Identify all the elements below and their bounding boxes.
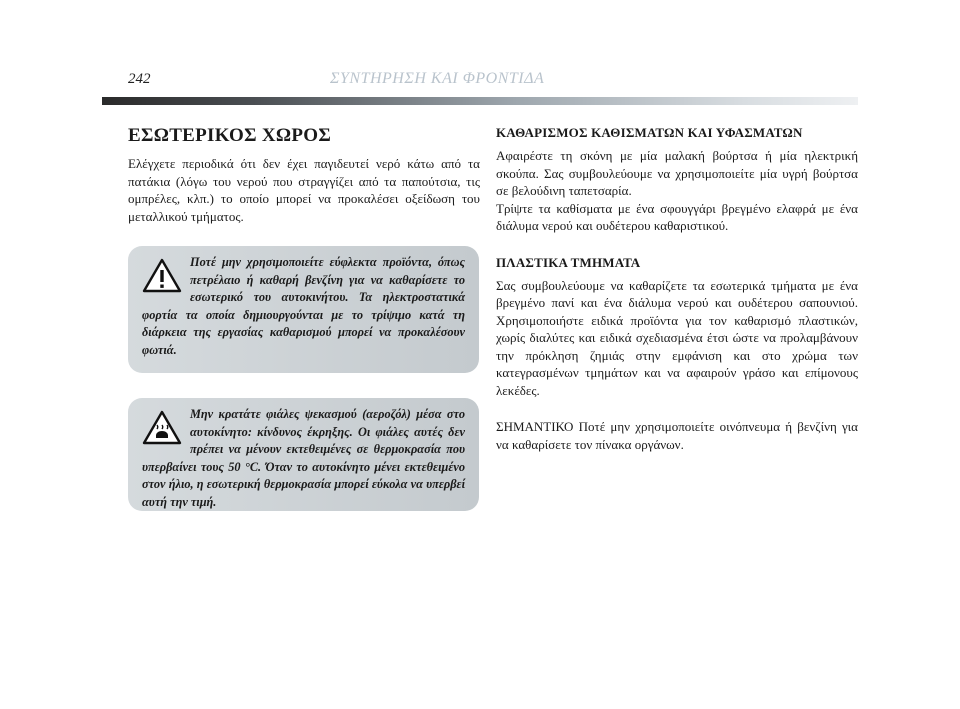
warning-box-aerosol	[128, 398, 479, 511]
header-bar	[102, 97, 858, 105]
warning-text-flammable: Ποτέ μην χρησιμοποιείτε εύφλεκτα προϊόντα, όπως πετρέλαιο ή καθαρή βενζίνη για να καθαρίσετε το εσωτερικό του αυτοκινήτου. Τα ηλεκτροστατικά φορτία τα οποία δημιουργούνται με το τρίψιμο κατά τη διάρκεια της εργασίας καθαρισμού μπορεί να προκαλέσουν φωτιά.	[142, 255, 465, 357]
running-header: ΣΥΝΤΗΡΗΣΗ ΚΑΙ ΦΡΟΝΤΙΔΑ	[330, 70, 545, 87]
seats-paragraph-1: Αφαιρέστε τη σκόνη με μία μαλακή βούρτσα ή μία ηλεκτρική σκούπα. Σας συμβουλεύουμε να χρησιμοποιείτε μία υγρή βούρτσα σε βελούδινη ταπετσαρία.	[496, 148, 858, 198]
section-title-seats: ΚΑΘΑΡΙΣΜΟΣ ΚΑΘΙΣΜΑΤΩΝ ΚΑΙ ΥΦΑΣΜΑΤΩΝ	[496, 125, 803, 140]
seats-paragraph-2: Τρίψτε τα καθίσματα με ένα σφουγγάρι βρεγμένο ελαφρά με ένα διάλυμα νερού και ουδέτερου καθαριστικού.	[496, 200, 858, 233]
warning-box-flammable	[128, 246, 479, 373]
right-column	[496, 125, 858, 453]
warning-triangle-icon	[142, 258, 182, 294]
section-title-interior: ΕΣΩΤΕΡΙΚΟΣ ΧΩΡΟΣ	[128, 125, 332, 146]
heat-warning-triangle-icon	[142, 410, 182, 446]
section-title-plastics: ΠΛΑΣΤΙΚΑ ΤΜΗΜΑΤΑ	[496, 254, 641, 270]
plastics-paragraph: Σας συμβουλεύουμε να καθαρίζετε τα εσωτερικά τμήματα με ένα βρεγμένο πανί και ένα διάλυμα νερού και ουδέτερου σαπουνιού. Χρησιμοποιήστε ειδικά προϊόντα για τον καθαρισμό πλαστικών, χωρίς διαλύτες και ειδικά σχεδιασμένα έτσι ώστε να προλαμβάνουν την πρόκληση ζημιάς στην εμφάνιση και στο χρώμα των κατεγρασμένων τμημάτων και να αφαιρούν γράσο και επίμονους λεκέδες.	[496, 277, 858, 398]
left-column	[128, 125, 480, 225]
page-number: 242	[128, 71, 151, 87]
warning-text-aerosol: Μην κρατάτε φιάλες ψεκασμού (αεροζόλ) μέσα στο αυτοκίνητο: κίνδυνος έκρηξης. Οι φιάλες αυτές δεν πρέπει να μένουν εκτεθειμένες σε θερμοκρασία που υπερβαίνει τους 50 °C. Όταν το αυτοκίνητο μένει εκτεθειμένο στον ήλιο, η εσωτερική θερμοκρασία μπορεί εύκολα να υπερβεί αυτή την τιμή.	[142, 407, 465, 509]
interior-paragraph: Ελέγχετε περιοδικά ότι δεν έχει παγιδευτεί νερό κάτω από τα πατάκια (λόγω του νερού που στραγγίζει από τα παπούτσια, τις ομπρέλες, κλπ.) το οποίο μπορεί να προκαλέσει οξείδωση του μεταλλικού τμήματος.	[128, 156, 480, 224]
important-note: ΣΗΜΑΝΤΙΚΟ Ποτέ μην χρησιμοποιείτε οινόπνευμα ή βενζίνη για να καθαρίσετε τον πίνακα οργάνων.	[496, 419, 858, 452]
